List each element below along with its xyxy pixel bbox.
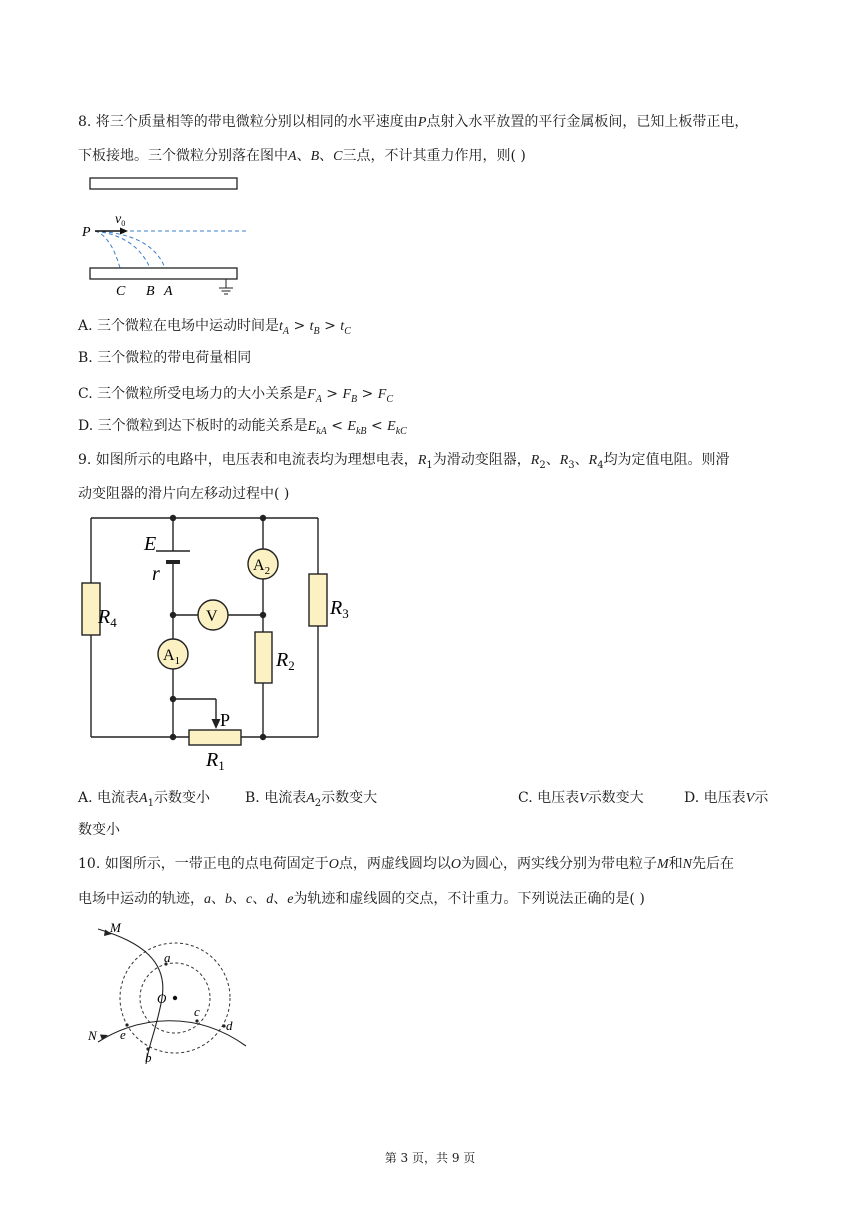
label-R1: $R_1$ [206,749,225,773]
q8-stem-line2: 下板接地。三个微粒分别落在图中A、B、C三点，不计其重力作用，则( ) [78,148,526,164]
label-v0: $v_0$ [115,212,126,228]
label-e: e [120,1027,126,1042]
upper-plate [90,178,237,189]
q9-option-b[interactable]: B. 电流表$A_2$示数变大 [245,790,378,809]
label-C: C [116,284,126,299]
q9-option-d-cont[interactable]: 数变小 [78,822,120,838]
charge-O-dot [173,996,177,1000]
label-M: M [110,920,121,935]
q8-stem-line1 [78,112,748,133]
q10-stem-line2: 电场中运动的轨迹，a、b、c、d、e为轨迹和虚线圆的交点，不计重力。下列说法正确的是( ) [78,891,645,907]
q8-text-a: 8. 将三个质量相等的带电微粒分别以相同的水平速度由 [78,114,418,130]
q9-stem-line2: 动变阻器的滑片向左移动过程中( ) [78,486,290,502]
q8-var-P: P [417,115,427,130]
label-R4: $R_4$ [98,606,117,630]
q8-option-d[interactable]: D. 三个微粒到达下板时的动能关系是$E_{kA} < E_{kB} < E_{kC}$ [78,418,407,437]
label-A: A [164,284,173,299]
trajectory-b [95,231,150,268]
trajectory-a [95,231,165,268]
arrow-head-icon [120,228,128,235]
label-d: d [226,1018,233,1033]
label-N: N [88,1028,97,1043]
q10-figure [84,918,254,1066]
label-B: B [146,284,155,299]
q8-option-b[interactable]: B. 三个微粒的带电荷量相同 [78,350,252,366]
q10-stem-line1: 10. 如图所示，一带正电的点电荷固定于O点，两虚线圆均以O为圆心，两实线分别为带电粒子M和N先后在 [78,856,734,872]
q8-option-a[interactable]: A. 三个微粒在电场中运动时间是$t_A > t_B > t_C$ [78,318,351,337]
label-R2: $R_2$ [276,649,295,673]
q8-figure [78,174,258,304]
resistor-r1 [189,730,241,745]
label-a: a [164,950,171,965]
lower-plate [90,268,237,279]
label-P: P [220,710,231,730]
q9-stem-line1: 9. 如图所示的电路中，电压表和电流表均为理想电表，$R_1$为滑动变阻器，$R_2$、$R_3$、$R_4$均为定值电阻。则滑 [78,452,730,471]
trajectory-M [98,929,163,1064]
q8-option-c[interactable]: C. 三个微粒所受电场力的大小关系是$F_A > F_B > F_C$ [78,386,393,405]
q9-option-c[interactable]: C. 电压表V示数变大 [518,790,644,806]
label-V: V [206,608,218,625]
resistor-r3 [309,574,327,626]
intersection-dots [125,962,225,1050]
battery-short-plate [166,560,180,564]
label-r: r [152,563,160,585]
ground-icon [219,279,233,294]
label-c: c [194,1004,200,1019]
q9-option-d[interactable]: D. 电压表V示 [684,790,769,806]
label-R3: $R_3$ [330,597,349,621]
label-A2: $A_2$ [253,557,271,577]
label-O: O [157,991,167,1006]
label-E: E [144,533,157,555]
label-b: b [145,1050,152,1065]
page-footer: 第 3 页，共 9 页 [384,1151,476,1165]
resistor-r2 [255,632,272,683]
label-P: P [82,225,91,240]
q8-text-b: 点射入水平放置的平行金属板间，已知上板带正电， [426,114,749,130]
q9-option-a[interactable]: A. 电流表$A_1$示数变小 [78,790,210,809]
q9-circuit-figure [78,508,349,778]
label-A1: $A_1$ [163,647,181,667]
